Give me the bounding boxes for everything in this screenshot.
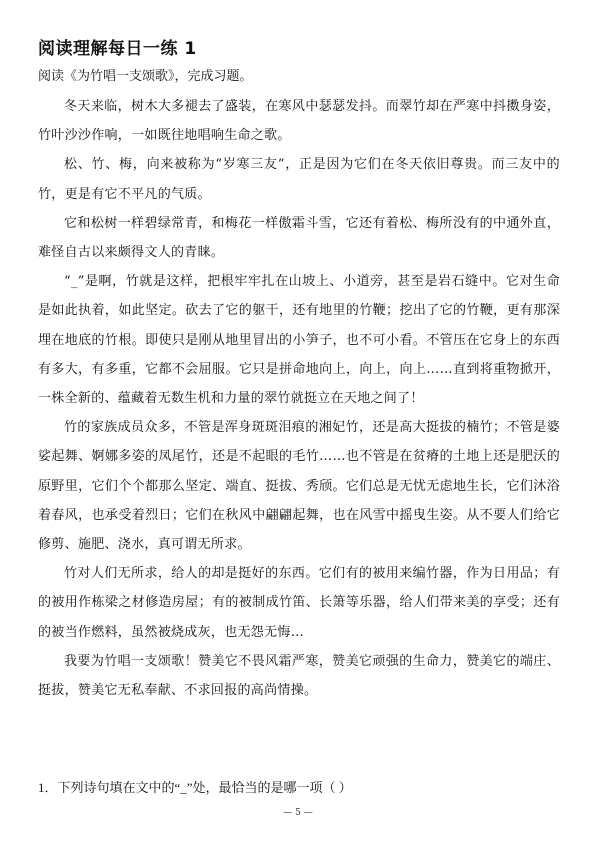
article-body [38,92,560,705]
paragraph: “_”是啊，竹就是这样，把根牢牢扎在山坡上、小道旁，甚至是岩石缝中。它对生命是如此执着，如此坚定。砍去了它的躯干，还有地里的竹鞭；挖出了它的竹鞭，更有那深埋在地底的竹根。即使只是刚从地里冒出的小笋子，也不可小看。不管压在它身上的东西有多大，有多重，它都不会屈服。它只是拼命地向上，向上，向上……直到将重物掀开，一株全新的、蕴藏着无数生机和力量的翠竹就挺立在天地之间了！ [38,274,560,407]
paragraph: 松、竹、梅，向来被称为“岁寒三友”，正是因为它们在冬天依旧尊贵。而三友中的竹，更是有它不平凡的气质。 [38,157,560,202]
reading-instruction: 阅读《为竹唱一支颂歌》，完成习题。 [38,69,253,84]
paragraph: 冬天来临，树木大多褪去了盛装，在寒风中瑟瑟发抖。而翠竹却在严寒中抖擞身姿，竹叶沙沙作响，一如既往地唱响生命之歌。 [38,99,560,144]
paragraph: 它和松树一样碧绿常青，和梅花一样傲霜斗雪，它还有着松、梅所没有的中通外直，难怪自古以来颇得文人的青睐。 [38,215,560,261]
paragraph: 我要为竹唱一支颂歌！赞美它不畏风霜严寒，赞美它顽强的生命力，赞美它的端庄、挺拔，赞美它无私奉献、不求回报的高尚情操。 [38,653,560,699]
page-number: — 5 — [283,808,313,818]
paragraph: 竹对人们无所求，给人的却是挺好的东西。它们有的被用来编竹器，作为日用品；有的被用作栋梁之材修造房屋；有的被制成竹笛、长箫等乐器，给人们带来美的享受；还有的被当作燃料，虽然被烧成灰，也无怨无悔… [38,566,560,640]
question-1: 1．下列诗句填在文中的“_”处，最恰当的是哪一项（ ） [38,780,352,795]
page-title: 阅读理解每日一练 1 [38,39,197,59]
paragraph: 竹的家族成员众多，不管是浑身斑斑泪痕的湘妃竹，还是高大挺拔的楠竹；不管是婆娑起舞、婀娜多姿的凤尾竹，还是不起眼的毛竹……也不管是在贫瘠的土地上还是肥沃的原野里，它们个个都那么坚定、端直、挺拔、秀颀。它们总是无忧无虑地生长，它们沐浴着春风，也承受着烈日；它们在秋风中翩翩起舞，也在风雪中摇曳生姿。从不要人们给它修剪、施肥、浇水，真可谓无所求。 [38,420,560,553]
